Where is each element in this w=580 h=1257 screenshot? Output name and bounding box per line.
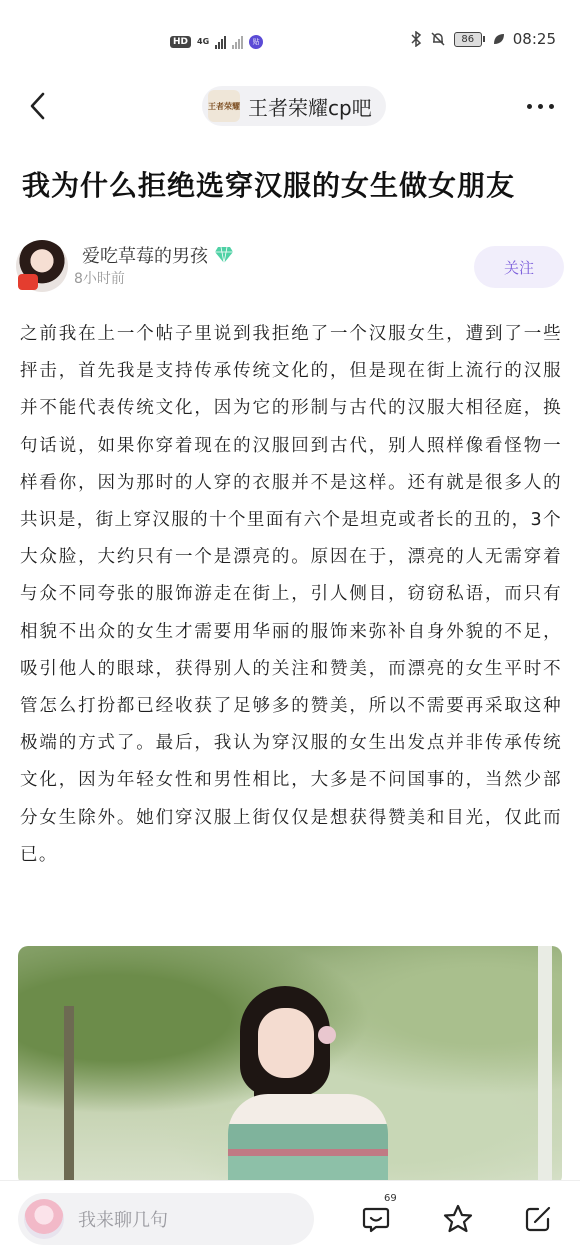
follow-button[interactable]: 关注: [474, 246, 564, 288]
post-image[interactable]: [18, 946, 562, 1186]
post-time: 8小时前: [74, 271, 125, 287]
forum-logo: 王者荣耀: [208, 90, 240, 122]
signal-2-icon: [232, 35, 243, 49]
hd-badge: HD: [170, 36, 191, 48]
back-chevron-icon: [28, 92, 48, 120]
comment-icon: [360, 1203, 392, 1235]
app-notification-icon: 贴: [249, 35, 263, 49]
signal-icon: [215, 35, 226, 49]
status-indicators: [170, 32, 263, 52]
comment-placeholder: 我来聊几句: [78, 1210, 168, 1231]
clock: 08:25: [512, 30, 556, 48]
forum-link[interactable]: [202, 86, 386, 126]
star-icon: [442, 1203, 474, 1235]
avatar-badge-icon: [18, 274, 38, 290]
level-diamond-icon: [214, 246, 234, 264]
battery-indicator: [454, 32, 485, 47]
forum-name: 王者荣耀cp吧: [248, 95, 372, 120]
leaf-icon: [493, 33, 505, 45]
favorite-button[interactable]: [438, 1199, 478, 1239]
author-row: [16, 238, 564, 294]
status-bar: [0, 0, 580, 84]
author-name-row[interactable]: [82, 242, 234, 268]
back-button[interactable]: [20, 88, 56, 124]
share-button[interactable]: [518, 1199, 558, 1239]
more-options-button[interactable]: [522, 90, 558, 122]
comment-input[interactable]: [18, 1193, 314, 1245]
mute-bell-icon: [430, 31, 446, 47]
battery-level: 86: [454, 32, 482, 47]
post-body: 之前我在上一个帖子里说到我拒绝了一个汉服女生，遭到了一些抨击，首先我是支持传承传统文化的，但是现在街上流行的汉服并不能代表传统文化，因为它的形制与古代的汉服大相径庭，换句话说，如果你穿着现在的汉服回到古代，别人照样像看怪物一样看你，因为那时的人穿的衣服并不是这样。还有就是很多人的共识是，街上穿汉服的十个里面有六个是坦克或者长的丑的，3个大众脸，大约只有一个是漂亮的。原因在于，漂亮的人无需穿着与众不同夸张的服饰游走在街上，引人侧目，窃窃私语，而只有相貌不出众的女生才需要用华丽的服饰来弥补自身外貌的不足，吸引他人的眼球，获得别人的关注和赞美，而漂亮的女生平时不管怎么打扮都已经收获了足够多的赞美，所以不需要再采取这种极端的方式了。最后，我认为穿汉服的女生出发点并非传承传统文化，因为年轻女性和男性相比，大多是不问国事的，当然少部分女生除外。她们穿汉服上街仅仅是想获得赞美和目光，仅此而已。: [20, 324, 562, 865]
comment-button[interactable]: [356, 1199, 396, 1239]
status-right: [410, 30, 556, 48]
more-dots-icon: [527, 104, 532, 109]
my-avatar: [24, 1199, 64, 1239]
network-type: 4G: [197, 37, 210, 46]
author-name: 爱吃草莓的男孩: [82, 246, 208, 267]
post-title: 我为什么拒绝选穿汉服的女生做女朋友: [22, 169, 516, 202]
comment-count: 69: [384, 1193, 397, 1204]
share-edit-icon: [522, 1203, 554, 1235]
bluetooth-icon: [410, 31, 422, 47]
top-nav: [0, 84, 580, 128]
bottom-action-bar: [0, 1180, 580, 1257]
